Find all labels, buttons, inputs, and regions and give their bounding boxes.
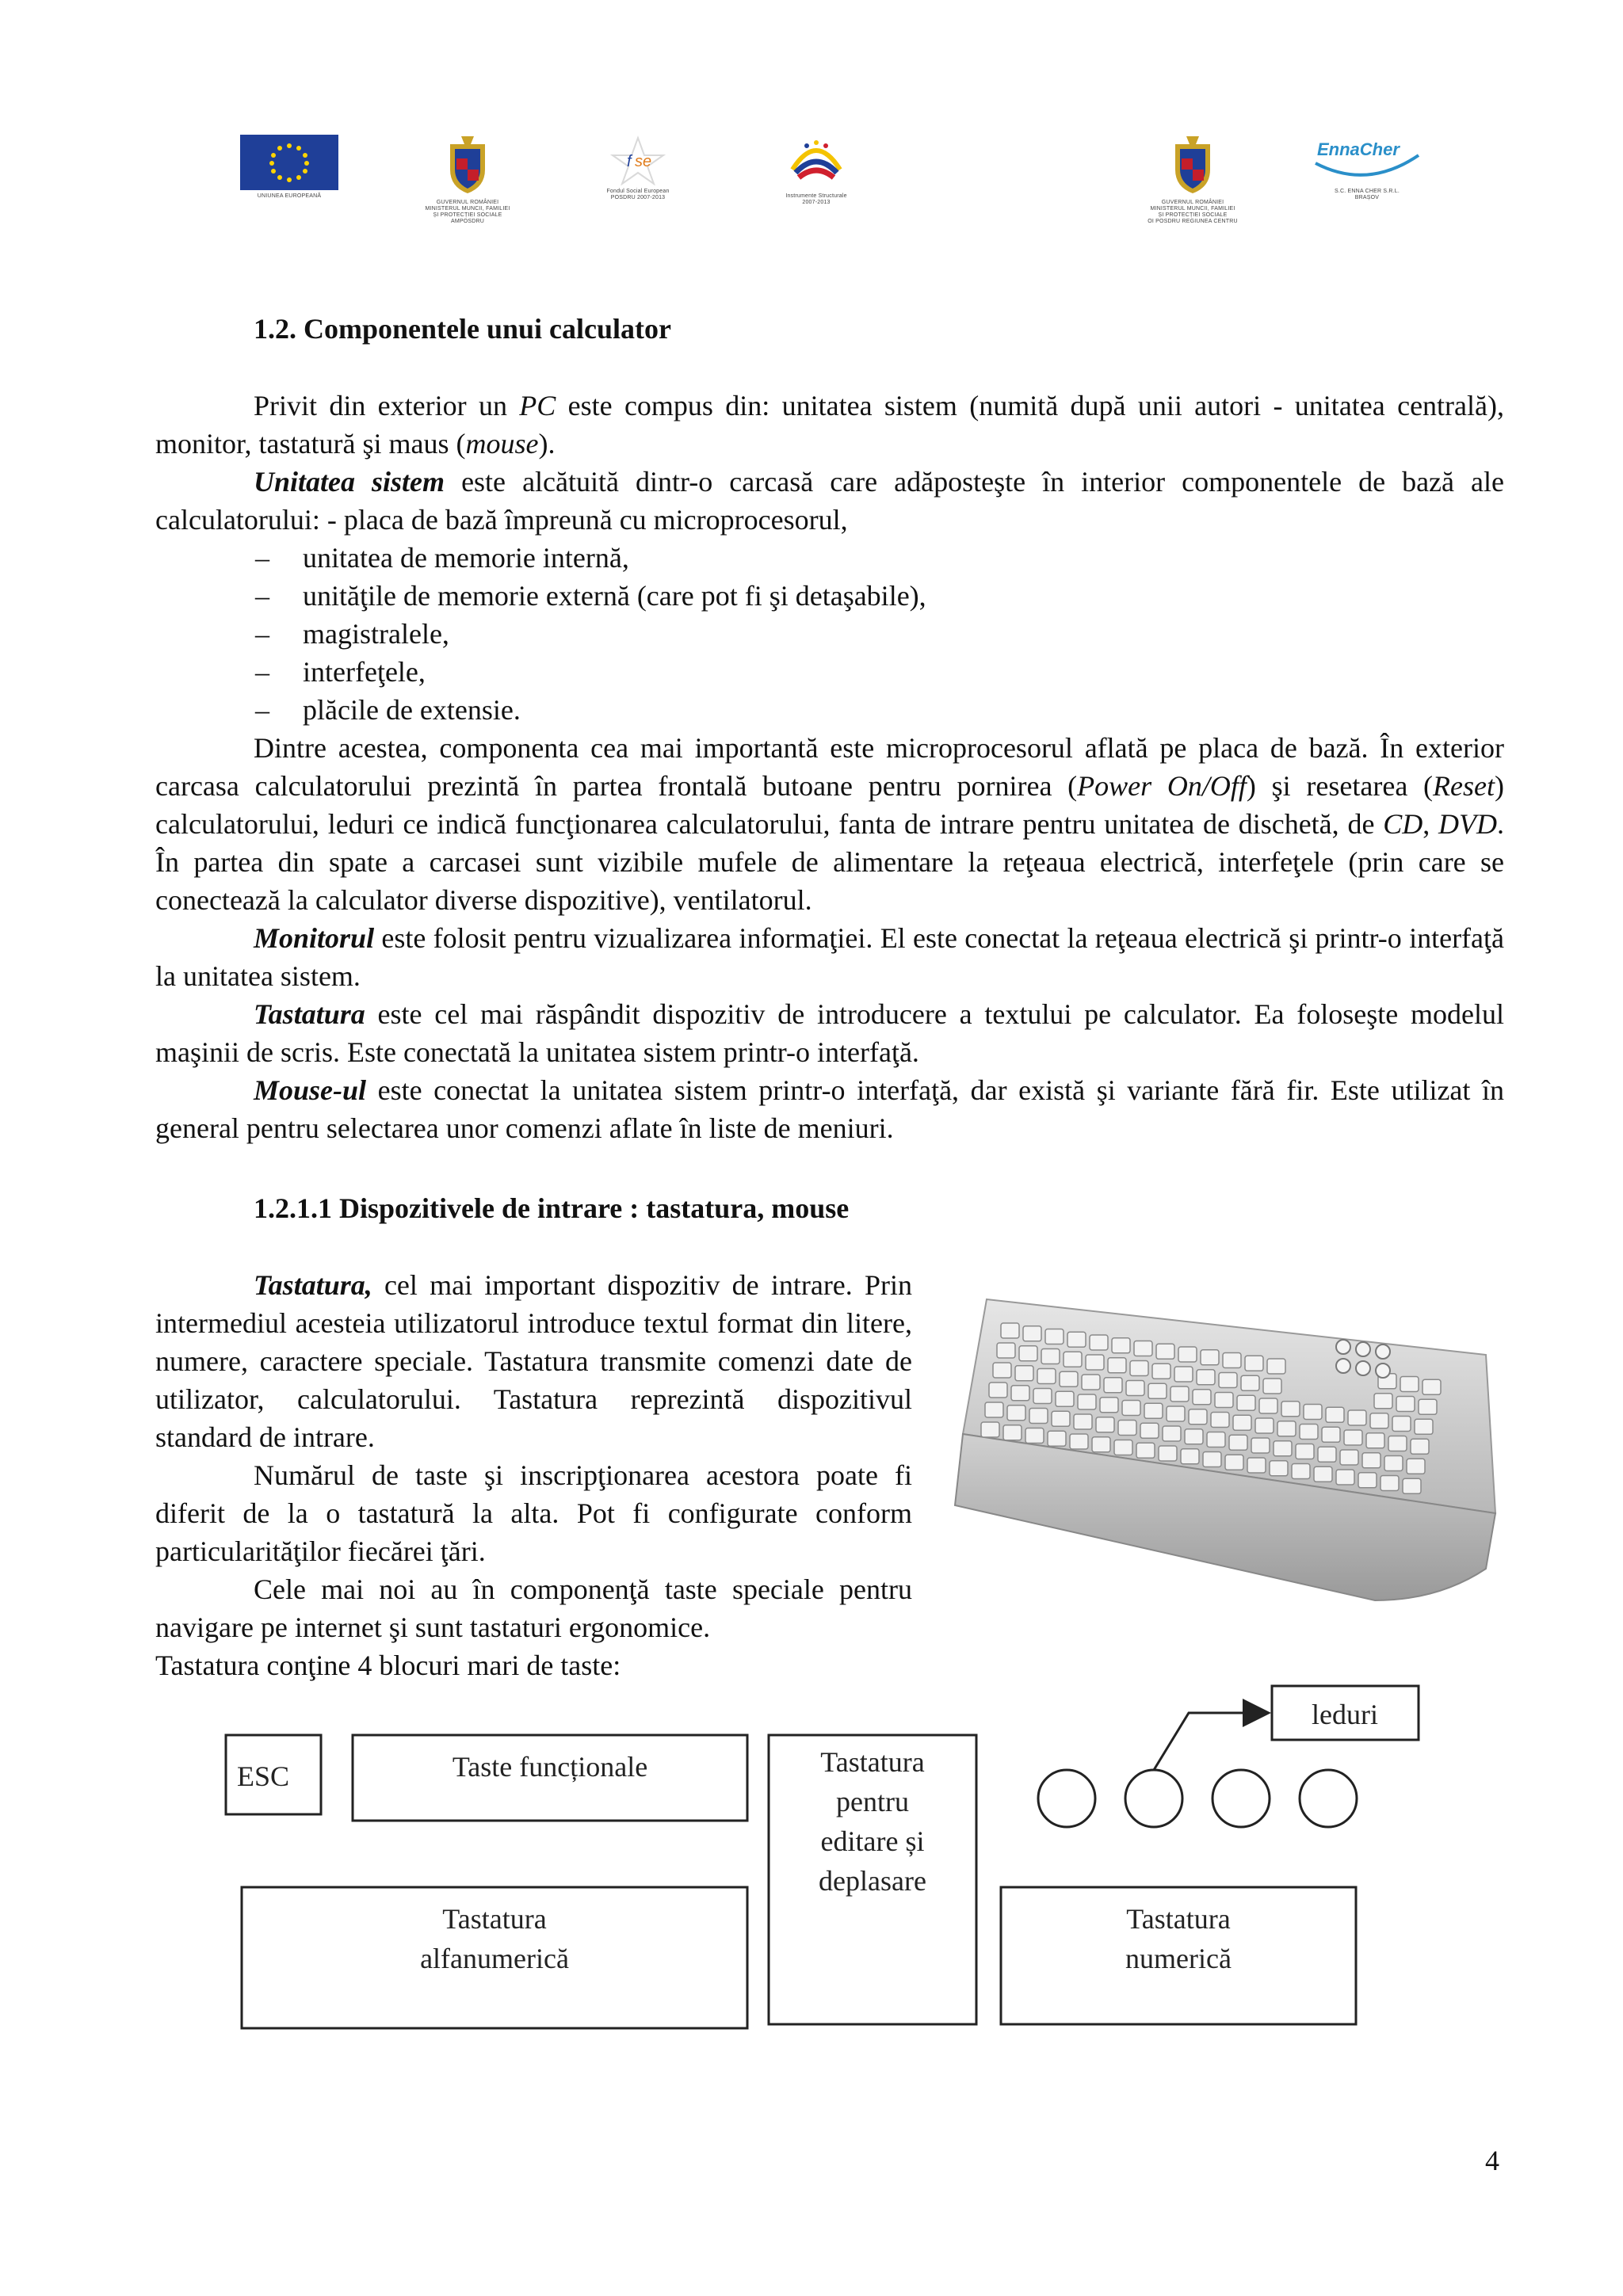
- fse-logo: [571, 135, 705, 201]
- keyboard-blocks-diagram: [222, 1680, 1426, 2044]
- keyboard-key: [1300, 1425, 1318, 1440]
- keyboard-key: [1033, 1389, 1052, 1404]
- keyboard-key: [1241, 1375, 1259, 1390]
- system-unit-term: Unitatea sistem: [254, 466, 445, 498]
- ennacher-wordmark-icon: [1300, 135, 1434, 185]
- leds-arrow: [1154, 1713, 1266, 1770]
- svg-text:f: f: [627, 153, 632, 170]
- keyboard-key: [1270, 1461, 1288, 1476]
- keyboard-key: [1318, 1447, 1336, 1462]
- paragraph-text: Numărul de taste şi inscripţionarea acestora poate fi diferit de la o tastatură la alta. Pot fi configurate conform particularităţilor fiecărei ţări.: [155, 1459, 912, 1567]
- keyboard-key: [1074, 1414, 1092, 1429]
- keyboard-key: [1090, 1335, 1108, 1350]
- paragraph-text: ) calculatorului, leduri ce indică funcţionarea calculatorului, fanta de intrare pentru unitatea de dischetă, de: [155, 770, 1504, 840]
- components-list: [155, 539, 1504, 729]
- keyboard-key: [1396, 1397, 1415, 1412]
- monitor-text: este folosit pentru vizualizarea informaţiei. El este conectat la reţeaua electrică şi printr-o interfaţă la unitatea sistem.: [155, 922, 1504, 992]
- keyboard-key: [1181, 1449, 1199, 1464]
- fse-star-icon: [606, 135, 670, 185]
- alphanumeric-label-line2: alfanumerică: [420, 1943, 569, 1974]
- keyboard-key: [1407, 1459, 1425, 1474]
- editing-label-line3: editare și: [820, 1825, 925, 1857]
- function-keys-label: Taste funcționale: [452, 1751, 648, 1783]
- keyboard-key: [1178, 1347, 1197, 1362]
- paragraph-text: ,: [1423, 808, 1438, 840]
- logo-caption: GUVERNUL ROMÂNIEI MINISTERUL MUNCII, FAMILIEI ȘI PROTECȚIEI SOCIALE AMPOSDRU: [425, 200, 510, 224]
- logo-caption: Instrumente Structurale 2007-2013: [785, 193, 847, 205]
- keyboard-key: [1185, 1429, 1203, 1444]
- keyboard-key: [1112, 1338, 1130, 1353]
- list-item: – interfeţele,: [155, 653, 1504, 691]
- mouse-paragraph-term: Mouse-ul: [254, 1074, 367, 1106]
- logo-caption: GUVERNUL ROMÂNIEI MINISTERUL MUNCII, FAMILIEI ȘI PROTECȚIEI SOCIALE OI POSDRU REGIUNEA CENTRU: [1148, 200, 1238, 224]
- logo-caption: Fondul Social European POSDRU 2007-2013: [606, 189, 670, 200]
- esc-label: ESC: [237, 1760, 290, 1792]
- list-item: – unităţile de memorie externă (care pot fi şi detaşabile),: [155, 577, 1504, 615]
- monitor-paragraph: [155, 919, 1504, 995]
- keyboard-key: [1197, 1370, 1215, 1385]
- keyboard-key: [1067, 1332, 1086, 1347]
- instrumente-structurale-logo: [765, 135, 868, 206]
- ro-coat-of-arms-logo-2: [1121, 135, 1264, 225]
- keyboard-key: [1304, 1405, 1322, 1420]
- keyboard-key: [1255, 1418, 1274, 1433]
- keyboard-key: [1314, 1466, 1332, 1482]
- keyboard-key: [993, 1363, 1011, 1378]
- keyboard-key: [1384, 1456, 1403, 1471]
- keyboard-key: [1163, 1426, 1181, 1441]
- keyboard-key: [1225, 1455, 1243, 1470]
- monitor-term: Monitorul: [254, 922, 375, 954]
- mouse-paragraph: [155, 1071, 1504, 1147]
- keyboard-key: [1052, 1411, 1070, 1426]
- keyboard-key: [1092, 1437, 1110, 1452]
- keyboard-key: [1326, 1407, 1344, 1422]
- keyboard-key: [1019, 1346, 1037, 1361]
- cd-term: CD: [1383, 808, 1423, 840]
- keyboard-key: [1122, 1401, 1140, 1416]
- coat-of-arms-icon: [1169, 135, 1216, 196]
- keyboard-key: [1296, 1444, 1314, 1459]
- keyboard-key: [1048, 1431, 1066, 1446]
- alphanumeric-label-line1: Tastatura: [442, 1903, 547, 1935]
- keyboard-key: [1078, 1394, 1096, 1409]
- keyboard-key: [1144, 1403, 1163, 1418]
- keyboard-key: [1045, 1329, 1064, 1344]
- keyboard-key: [1336, 1470, 1354, 1485]
- keyboard-key: [1189, 1409, 1207, 1425]
- keyboard-key: [1344, 1430, 1362, 1445]
- leds-label: leduri: [1312, 1699, 1378, 1730]
- input-devices-paragraph-4: Tastatura conţine 4 blocuri mari de taste:: [155, 1650, 621, 1681]
- keyboard-key: [1126, 1381, 1144, 1396]
- led-circle: [1300, 1770, 1357, 1827]
- mouse-paragraph-text: este conectat la unitatea sistem printr-o interfaţă, dar există şi variante fără fir. Este utilizat în general pentru selectarea unor comenzi aflate în liste de meniuri.: [155, 1074, 1504, 1144]
- led-circle: [1038, 1770, 1095, 1827]
- keyboard-key: [1381, 1476, 1399, 1491]
- keyboard-key: [1251, 1438, 1270, 1453]
- keyboard-key: [1411, 1439, 1429, 1454]
- keyboard-key: [1392, 1417, 1411, 1432]
- keyboard-key: [1108, 1358, 1126, 1373]
- keyboard-key: [1001, 1323, 1019, 1338]
- keyboard-text: este cel mai răspândit dispozitiv de introducere a textului pe calculator. Ea foloseşte modelul maşinii de scris. Este conectată la unitatea sistem printr-o interfaţă.: [155, 998, 1504, 1068]
- input-devices-paragraph-1: [155, 1266, 912, 1456]
- keyboard-key: [1281, 1402, 1300, 1417]
- keyboard-key: [1374, 1394, 1392, 1409]
- keyboard-key: [1100, 1398, 1118, 1413]
- keyboard-key: [1400, 1377, 1419, 1392]
- keyboard-key: [1229, 1435, 1247, 1450]
- keyboard-key: [1156, 1344, 1174, 1359]
- keyboard-key: [1274, 1441, 1292, 1456]
- logo-caption: S.C. ENNA CHER S.R.L. BRAȘOV: [1335, 189, 1400, 200]
- keyboard-key: [1007, 1405, 1025, 1421]
- eu-flag-logo: [238, 135, 341, 200]
- keyboard-key: [1104, 1378, 1122, 1393]
- eu-flag-icon: [240, 135, 338, 190]
- subsection-heading: 1.2.1.1 Dispozitivele de intrare : tastatura, mouse: [254, 1192, 850, 1224]
- input-devices-paragraph-2: [155, 1456, 912, 1570]
- system-unit-text: este alcătuită dintr-o carcasă care adăposteşte în interior componentele de bază ale calculatorului: - placa de bază împreună cu microprocesorul,: [155, 466, 1504, 536]
- keyboard-key: [1023, 1326, 1041, 1341]
- editing-label-line1: Tastatura: [820, 1746, 925, 1778]
- section-heading: 1.2. Componentele unui calculator: [254, 313, 671, 345]
- keyboard-key: [1215, 1393, 1233, 1408]
- keyboard-key: [1056, 1391, 1074, 1406]
- list-item: – unitatea de memorie internă,: [155, 539, 1504, 577]
- svg-text:EnnaCher: EnnaCher: [1317, 139, 1400, 159]
- keyboard-key: [1041, 1349, 1060, 1364]
- keyboard-key: [1211, 1413, 1229, 1428]
- intro-text: ).: [538, 428, 556, 460]
- keyboard-key: [1237, 1395, 1255, 1410]
- keyboard-term: Tastatura: [254, 998, 365, 1030]
- power-term: Power On/Off: [1077, 770, 1247, 802]
- keyboard-key: [1170, 1386, 1189, 1402]
- keyboard-key: [1403, 1478, 1421, 1493]
- svg-text:se: se: [635, 153, 652, 170]
- keyboard-key: [1134, 1341, 1152, 1356]
- keyboard-key: [1118, 1421, 1136, 1436]
- keyboard-key: [1193, 1390, 1211, 1405]
- numeric-label-line1: Tastatura: [1126, 1903, 1231, 1935]
- keyboard-key: [1370, 1413, 1388, 1428]
- keyboard-key: [1086, 1355, 1104, 1370]
- keyboard-key: [1322, 1427, 1340, 1442]
- numeric-label-line2: numerică: [1125, 1943, 1232, 1974]
- keyboard-key: [1003, 1425, 1022, 1440]
- keyboard-key: [981, 1422, 999, 1437]
- coat-of-arms-icon: [444, 135, 491, 196]
- keyboard-key: [1358, 1473, 1377, 1488]
- keyboard-key: [1348, 1410, 1366, 1425]
- keyboard-key: [989, 1383, 1007, 1398]
- keyboard-key: [1064, 1352, 1082, 1367]
- keyboard-key: [1060, 1371, 1078, 1386]
- keyboard-key: [1219, 1373, 1237, 1388]
- keyboard-key: [1415, 1419, 1433, 1434]
- input-devices-paragraph-3: [155, 1570, 912, 1646]
- pc-term: PC: [519, 390, 556, 421]
- paragraph-text: . În partea din spate a carcasei sunt vizibile mufele de alimentare la reţeaua electrică, interfeţele (prin care se conectează la calculator diverse dispozitive), ventilatorul.: [155, 808, 1504, 916]
- logo-caption: UNIUNEA EUROPEANĂ: [257, 193, 322, 199]
- keyboard-key: [985, 1402, 1003, 1417]
- keyboard-key: [1419, 1399, 1437, 1414]
- structural-instruments-icon: [783, 135, 850, 190]
- mouse-term: mouse: [465, 428, 539, 460]
- keyboard-paragraph: [155, 995, 1504, 1071]
- keyboard-key: [1148, 1383, 1167, 1398]
- keyboard-key: [1096, 1417, 1114, 1432]
- intro-text: Privit din exterior un: [254, 390, 520, 421]
- keyboard-key: [1247, 1458, 1266, 1473]
- keyboard-key: [1292, 1464, 1310, 1479]
- page-number: 4: [1485, 2145, 1499, 2176]
- paragraph-text: Cele mai noi au în componenţă taste speciale pentru navigare pe internet şi sunt tastaturi ergonomice.: [155, 1573, 912, 1643]
- paragraph-text: Dintre acestea, componenta cea mai importantă este microprocesorul aflată pe placa de bază. În exterior carcasa calculatorului prezintă în partea frontală butoane pentru pornirea (: [155, 732, 1504, 802]
- keyboard-key: [1388, 1436, 1407, 1451]
- list-item: – plăcile de extensie.: [155, 691, 1504, 729]
- keyboard-key: [1167, 1406, 1185, 1421]
- paragraph-text: ) şi resetarea (: [1246, 770, 1434, 802]
- ennacher-logo: [1300, 135, 1434, 201]
- keyboard-key: [1029, 1409, 1048, 1424]
- keyboard-key: [1245, 1356, 1263, 1371]
- keyboard-key: [1223, 1353, 1241, 1368]
- system-unit-paragraph: [155, 463, 1504, 539]
- exterior-paragraph: [155, 729, 1504, 919]
- ro-coat-of-arms-logo: [400, 135, 535, 225]
- keyboard-key: [1114, 1440, 1132, 1455]
- keyboard-key: [1130, 1361, 1148, 1376]
- list-item: – magistralele,: [155, 615, 1504, 653]
- keyboard-key: [1015, 1366, 1033, 1381]
- keyboard-key: [1159, 1446, 1177, 1461]
- led-circle: [1212, 1770, 1270, 1827]
- keyboard-key: [1207, 1432, 1225, 1447]
- led-circle: [1125, 1770, 1182, 1827]
- keyboard-key: [1136, 1443, 1155, 1458]
- keyboard-key: [1267, 1359, 1285, 1374]
- reset-term: Reset: [1433, 770, 1495, 802]
- intro-text: este compus din: unitatea sistem (numită după unii autori - unitatea centrală), monitor, tastatură şi maus (: [155, 390, 1504, 460]
- keyboard-key: [1140, 1423, 1159, 1438]
- keyboard-key: [1152, 1363, 1170, 1379]
- keyboard-key: [1423, 1379, 1441, 1394]
- keyboard-key: [1277, 1421, 1296, 1436]
- dvd-term: DVD: [1438, 808, 1497, 840]
- keyboard-key: [997, 1343, 1015, 1358]
- keyboard-term: Tastatura,: [254, 1269, 372, 1301]
- keyboard-key: [1233, 1415, 1251, 1430]
- keyboard-key: [1259, 1398, 1277, 1413]
- keyboard-key: [1025, 1428, 1044, 1444]
- intro-paragraph: [155, 387, 1504, 463]
- partner-logos: [0, 135, 1623, 269]
- keyboard-photo: [931, 1268, 1502, 1648]
- keyboard-key: [1037, 1369, 1056, 1384]
- keyboard-key: [1070, 1434, 1088, 1449]
- keyboard-key: [1340, 1450, 1358, 1465]
- editing-label-line4: deplasare: [819, 1865, 926, 1897]
- keyboard-key: [1362, 1453, 1381, 1468]
- keyboard-key: [1011, 1386, 1029, 1401]
- keyboard-key: [1201, 1350, 1219, 1365]
- editing-label-line2: pentru: [836, 1786, 909, 1817]
- keyboard-key: [1263, 1379, 1281, 1394]
- keyboard-key: [1203, 1452, 1221, 1467]
- keyboard-key: [1174, 1367, 1193, 1382]
- keyboard-key: [1082, 1375, 1100, 1390]
- keyboard-key: [1366, 1433, 1384, 1448]
- paragraph-text: cel mai important dispozitiv de intrare. Prin intermediul acesteia utilizatorul introduce textul format din litere, numere, caractere speciale. Tastatura transmite comenzi date de utilizator, calculatorului. Tastatura reprezintă dispozitivul standard de intrare.: [155, 1269, 912, 1453]
